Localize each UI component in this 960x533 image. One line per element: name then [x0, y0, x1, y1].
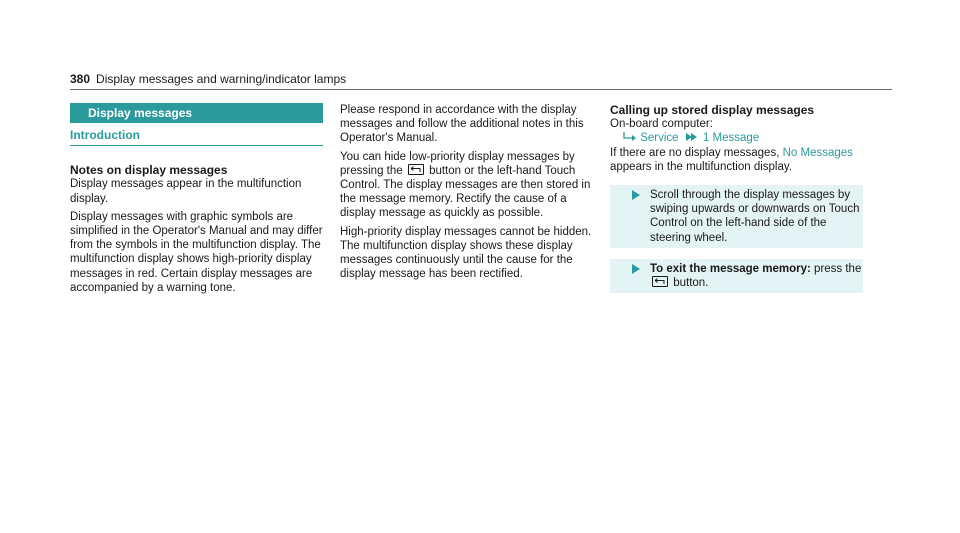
- menu-arrow-icon: [686, 131, 696, 145]
- paragraph: If there are no display messages, No Messages appears in the multifunction display.: [610, 146, 853, 173]
- back-button-icon: [652, 276, 668, 287]
- paragraph: Display messages appear in the multifunction display.: [70, 178, 302, 205]
- menu-item-message: 1 Message: [702, 132, 760, 145]
- paragraph: Display messages with graphic symbols are simplified in the Operator's Manual and may differ from the symbols in the multifunction display. The multifunction display shows high-priority display messages in red. Certain display messages are accompanied by a warning tone.: [70, 210, 323, 294]
- section-title: Display messages: [70, 103, 323, 123]
- menu-item-service: Service: [640, 132, 679, 145]
- back-button-icon: [408, 164, 424, 175]
- column-3: [610, 103, 863, 293]
- paragraph: High-priority display messages cannot be hidden. The multifunction display shows these display messages continuously until the cause for the display message has been rectified.: [340, 225, 592, 281]
- step-arrow-icon: [632, 190, 640, 200]
- paragraph: Please respond in accordance with the display messages and follow the additional notes in this Operator's Manual.: [340, 104, 584, 145]
- column-2: [340, 103, 593, 285]
- paragraph: You can hide low-priority display messages by pressing the button or the left-hand Touch Control. The display messages are then stored in the message memory. Rectify the cause of a display message as quickly as possible.: [340, 150, 591, 220]
- menu-path: [610, 131, 863, 145]
- calling-up-heading: Calling up stored display messages: [610, 103, 815, 117]
- no-messages-label: No Messages: [782, 146, 853, 159]
- onboard-label: On-board computer:: [610, 118, 713, 131]
- step-arrow-icon: [632, 264, 640, 274]
- notes-heading: Notes on display messages: [70, 163, 228, 178]
- column-1: [70, 103, 323, 299]
- chapter-title: Display messages and warning/indicator lamps: [96, 72, 347, 86]
- subsection-title: Introduction: [70, 125, 323, 146]
- menu-path-icon: [623, 132, 637, 142]
- step-exit: To exit the message memory: press the button.: [610, 259, 863, 293]
- page-number: 380: [70, 72, 91, 86]
- page-header: [70, 72, 892, 90]
- step-scroll: Scroll through the display messages by swiping upwards or downwards on Touch Control on the left-hand side of the steering wheel.: [610, 185, 863, 248]
